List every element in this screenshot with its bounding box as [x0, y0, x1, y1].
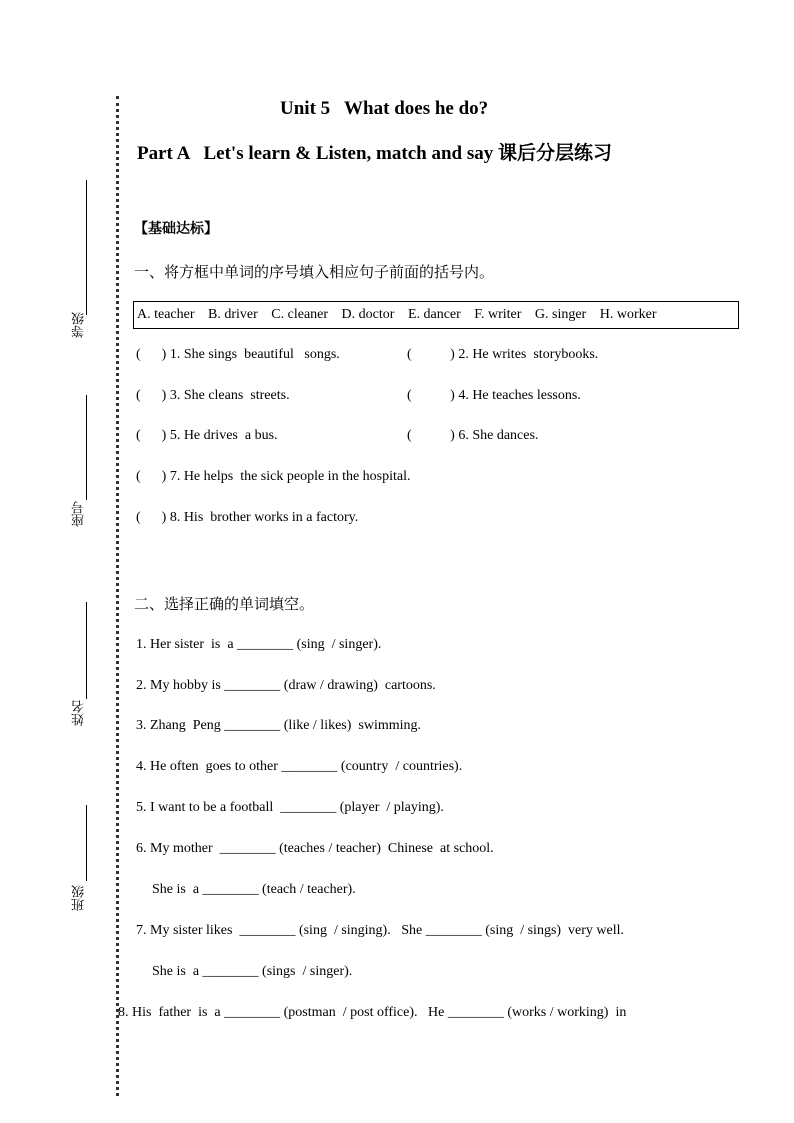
binding-dotted-line	[116, 96, 119, 1096]
section1-heading: 一、将方框中单词的序号填入相应句子前面的括号内。	[134, 263, 495, 281]
unit-title: Unit 5 What does he do?	[280, 98, 489, 119]
fill-blank-item[interactable]: 5. I want to be a football ________ (player / playing).	[136, 800, 444, 815]
word-bank-item: A. teacher	[137, 307, 195, 322]
seat-label: 座号	[72, 501, 87, 527]
name-label: 姓名	[72, 700, 87, 726]
fill-blank-item[interactable]: 1. Her sister is a ________ (sing / singer).	[136, 637, 382, 652]
class-field	[70, 805, 90, 920]
grade-label: 等级	[72, 312, 87, 338]
word-bank-item: E. dancer	[407, 307, 461, 322]
matching-item[interactable]: ( ) 5. He drives a bus.	[136, 428, 278, 443]
grade-field	[70, 180, 90, 345]
seat-field	[70, 395, 90, 535]
part-title: Part A Let's learn & Listen, match and say 课后分层练习	[137, 143, 612, 164]
matching-item[interactable]: ( ) 3. She cleans streets.	[136, 388, 290, 403]
grade-line[interactable]	[86, 180, 87, 315]
matching-item[interactable]: ( ) 4. He teaches lessons.	[407, 388, 581, 403]
word-bank-item: C. cleaner	[271, 307, 329, 322]
class-line[interactable]	[86, 805, 87, 881]
fill-blank-item[interactable]: She is a ________ (sings / singer).	[152, 964, 353, 979]
name-line[interactable]	[86, 602, 87, 699]
matching-item[interactable]: ( ) 2. He writes storybooks.	[407, 347, 599, 362]
fill-blank-item[interactable]: 7. My sister likes ________ (sing / singing). She ________ (sing / sings) very well.	[136, 923, 625, 938]
word-bank-item: G. singer	[534, 307, 587, 322]
fill-blank-item[interactable]: 4. He often goes to other ________ (country / countries).	[136, 759, 463, 774]
fill-blank-item[interactable]: 6. My mother ________ (teaches / teacher) Chinese at school.	[136, 841, 494, 856]
word-bank-item: H. worker	[599, 307, 657, 322]
word-bank-item: D. doctor	[341, 307, 395, 322]
matching-item[interactable]: ( ) 8. His brother works in a factory.	[136, 510, 359, 525]
matching-item[interactable]: ( ) 7. He helps the sick people in the hospital.	[136, 469, 411, 484]
fill-blank-item[interactable]: She is a ________ (teach / teacher).	[152, 882, 356, 897]
class-label: 班级	[72, 885, 87, 911]
matching-item[interactable]: ( ) 1. She sings beautiful songs.	[136, 347, 340, 362]
matching-item[interactable]: ( ) 6. She dances.	[407, 428, 539, 443]
name-field	[70, 602, 90, 737]
word-bank-item: F. writer	[474, 307, 522, 322]
fill-blank-item[interactable]: 2. My hobby is ________ (draw / drawing) cartoons.	[136, 678, 436, 693]
section2-heading: 二、选择正确的单词填空。	[134, 595, 315, 613]
seat-line[interactable]	[86, 395, 87, 500]
word-bank-item: B. driver	[208, 307, 258, 322]
section-tag: 【基础达标】	[134, 221, 218, 237]
word-bank-box	[133, 301, 739, 329]
fill-blank-item[interactable]: 3. Zhang Peng ________ (like / likes) swimming.	[136, 718, 422, 733]
fill-blank-item[interactable]: 8. His father is a ________ (postman / post office). He ________ (works / working) in	[118, 1005, 627, 1020]
